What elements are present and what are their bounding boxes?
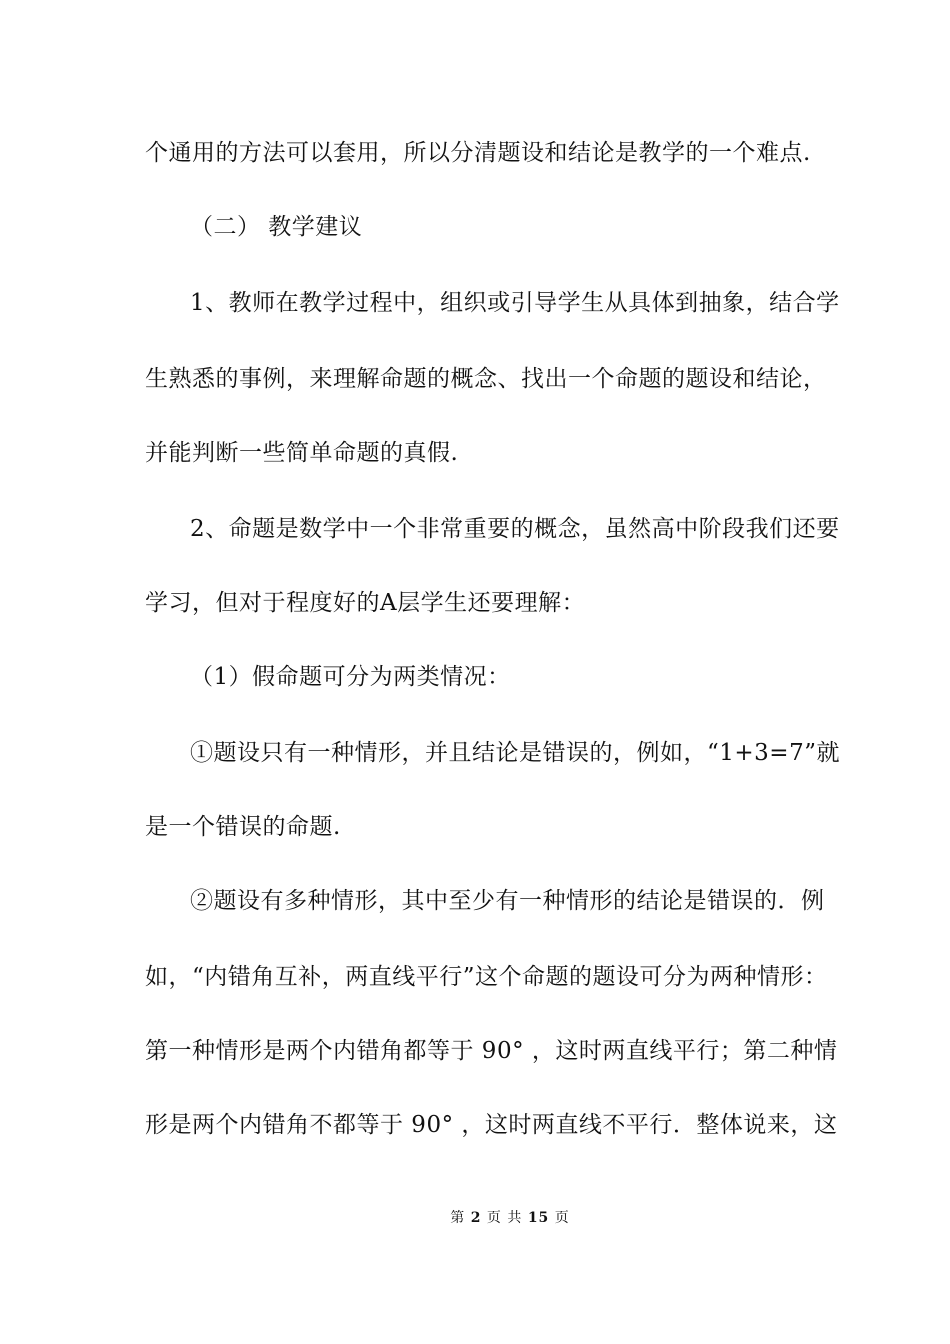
footer-prefix: 第: [450, 1210, 466, 1226]
paragraph-line: 生熟悉的事例，来理解命题的概念、找出一个命题的题设和结论，: [145, 366, 827, 392]
paragraph-line: 形是两个内错角不都等于 90° ，这时两直线不平行．整体说来，这: [145, 1112, 838, 1138]
page-number: 2: [470, 1210, 482, 1226]
paragraph-line: ②题设有多种情形，其中至少有一种情形的结论是错误的．例: [190, 888, 825, 914]
total-pages: 15: [527, 1210, 550, 1226]
paragraph-line: 个通用的方法可以套用，所以分清题设和结论是教学的一个难点.: [145, 140, 811, 166]
paragraph-line: ①题设只有一种情形，并且结论是错误的，例如，“1+3=7”就: [190, 740, 840, 766]
paragraph-line: 第一种情形是两个内错角都等于 90° ，这时两直线平行；第二种情: [145, 1038, 838, 1064]
paragraph-line: （1）假命题可分为两类情况：: [190, 664, 511, 690]
paragraph-line: 2、命题是数学中一个非常重要的概念，虽然高中阶段我们还要: [190, 516, 840, 542]
footer-middle: 页 共: [486, 1210, 523, 1226]
section-heading: （二） 教学建议: [190, 214, 363, 240]
paragraph-line: 如，“内错角互补，两直线平行”这个命题的题设可分为两种情形：: [145, 964, 828, 990]
paragraph-line: 是一个错误的命题.: [145, 814, 341, 840]
paragraph-line: 1、教师在教学过程中，组织或引导学生从具体到抽象，结合学: [190, 290, 840, 316]
paragraph-line: 并能判断一些简单命题的真假.: [145, 440, 459, 466]
footer-suffix: 页: [554, 1210, 570, 1226]
paragraph-line: 学习，但对于程度好的A层学生还要理解：: [145, 590, 586, 616]
page-footer: [0, 1209, 950, 1227]
